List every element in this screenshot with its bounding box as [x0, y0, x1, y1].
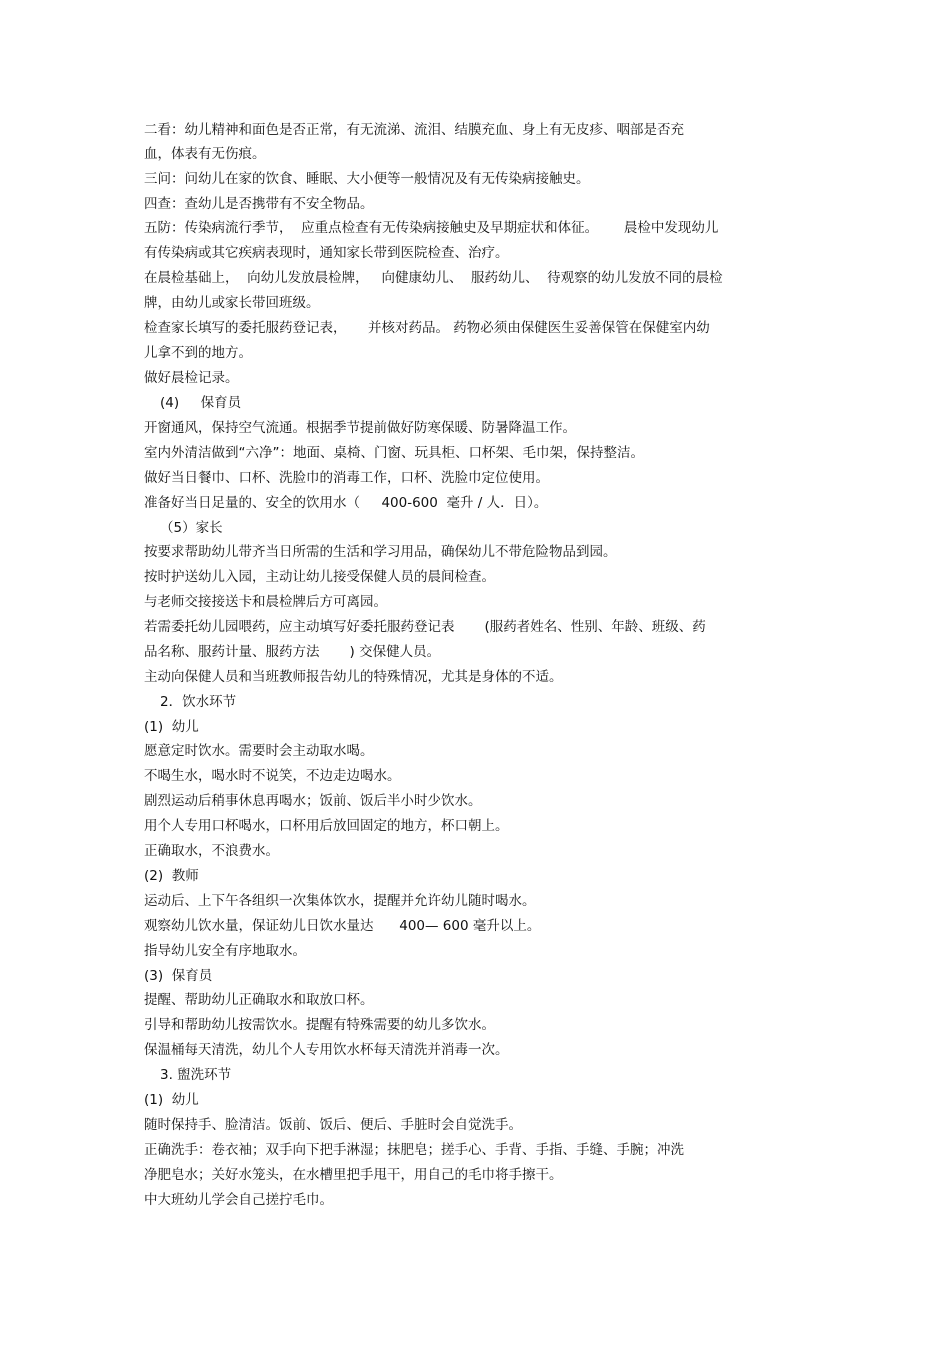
- text-line: 开窗通风，保持空气流通。根据季节提前做好防寒保暖、防暑降温工作。: [144, 420, 576, 436]
- text-line: 五防：传染病流行季节， 应重点检查有无传染病接触史及早期症状和体征。 晨检中发现幼儿: [144, 220, 719, 236]
- text-line: 若需委托幼儿园喂药，应主动填写好委托服药登记表 (服药者姓名、性别、年龄、班级、药: [144, 619, 706, 635]
- text-line: 提醒、帮助幼儿正确取水和取放口杯。: [144, 992, 374, 1008]
- text-line: 血，体表有无伤痕。: [144, 146, 266, 162]
- text-line: 与老师交接接送卡和晨检牌后方可离园。: [144, 594, 387, 610]
- text-line: 品名称、服药计量、服药方法 ) 交保健人员。: [144, 644, 441, 660]
- text-line: 二看：幼儿精神和面色是否正常，有无流涕、流泪、结膜充血、身上有无皮疹、咽部是否充: [144, 122, 684, 138]
- text-line: 儿拿不到的地方。: [144, 345, 252, 361]
- section-heading: (4) 保育员: [160, 395, 242, 411]
- text-line: 正确洗手：卷衣袖；双手向下把手淋湿；抹肥皂；搓手心、手背、手指、手缝、手腕；冲洗: [144, 1142, 684, 1158]
- text-line: 三问：问幼儿在家的饮食、睡眠、大小便等一般情况及有无传染病接触史。: [144, 171, 590, 187]
- text-line: 用个人专用口杯喝水，口杯用后放回固定的地方，杯口朝上。: [144, 818, 509, 834]
- text-line: 检查家长填写的委托服药登记表， 并核对药品。 药物必须由保健医生妥善保管在保健室内幼: [144, 320, 710, 336]
- text-line: 按要求帮助幼儿带齐当日所需的生活和学习用品，确保幼儿不带危险物品到园。: [144, 544, 617, 560]
- subsection-heading: (3) 保育员: [144, 968, 213, 984]
- text-line: 保温桶每天清洗，幼儿个人专用饮水杯每天清洗并消毒一次。: [144, 1042, 509, 1058]
- text-line: 四查：查幼儿是否携带有不安全物品。: [144, 196, 374, 212]
- text-line: 指导幼儿安全有序地取水。: [144, 943, 306, 959]
- subsection-heading: (1) 幼儿: [144, 1092, 199, 1108]
- text-line: 准备好当日足量的、安全的饮用水（ 400-600 毫升 / 人．日）。: [144, 495, 548, 511]
- text-line: 剧烈运动后稍事休息再喝水；饭前、饭后半小时少饮水。: [144, 793, 482, 809]
- text-line: 做好晨检记录。: [144, 370, 239, 386]
- text-line: 牌，由幼儿或家长带回班级。: [144, 295, 320, 311]
- text-line: 不喝生水，喝水时不说笑，不边走边喝水。: [144, 768, 401, 784]
- text-line: 引导和帮助幼儿按需饮水。提醒有特殊需要的幼儿多饮水。: [144, 1017, 495, 1033]
- section-heading: 2．饮水环节: [160, 694, 237, 710]
- subsection-heading: (1) 幼儿: [144, 719, 199, 735]
- text-line: 有传染病或其它疾病表现时，通知家长带到医院检查、治疗。: [144, 245, 509, 261]
- text-line: 在晨检基础上， 向幼儿发放晨检牌， 向健康幼儿、 服药幼儿、 待观察的幼儿发放不同的晨检: [144, 270, 723, 286]
- section-heading: 3. 盥洗环节: [160, 1067, 232, 1083]
- text-line: 净肥皂水；关好水笼头，在水槽里把手甩干，用自己的毛巾将手擦干。: [144, 1167, 563, 1183]
- text-line: 做好当日餐巾、口杯、洗脸巾的消毒工作，口杯、洗脸巾定位使用。: [144, 470, 549, 486]
- text-line: 正确取水，不浪费水。: [144, 843, 279, 859]
- text-line: 按时护送幼儿入园，主动让幼儿接受保健人员的晨间检查。: [144, 569, 495, 585]
- text-line: 运动后、上下午各组织一次集体饮水，提醒并允许幼儿随时喝水。: [144, 893, 536, 909]
- text-line: 观察幼儿饮水量，保证幼儿日饮水量达 400— 600 毫升以上。: [144, 918, 541, 934]
- subsection-heading: (2) 教师: [144, 868, 199, 884]
- text-line: 中大班幼儿学会自己搓拧毛巾。: [144, 1192, 333, 1208]
- text-line: 愿意定时饮水。需要时会主动取水喝。: [144, 743, 374, 759]
- text-line: 主动向保健人员和当班教师报告幼儿的特殊情况，尤其是身体的不适。: [144, 669, 563, 685]
- section-heading: （5）家长: [160, 520, 223, 536]
- text-line: 随时保持手、脸清洁。饭前、饭后、便后、手脏时会自觉洗手。: [144, 1117, 522, 1133]
- text-line: 室内外清洁做到“六净”：地面、桌椅、门窗、玩具柜、口杯架、毛巾架，保持整洁。: [144, 445, 644, 461]
